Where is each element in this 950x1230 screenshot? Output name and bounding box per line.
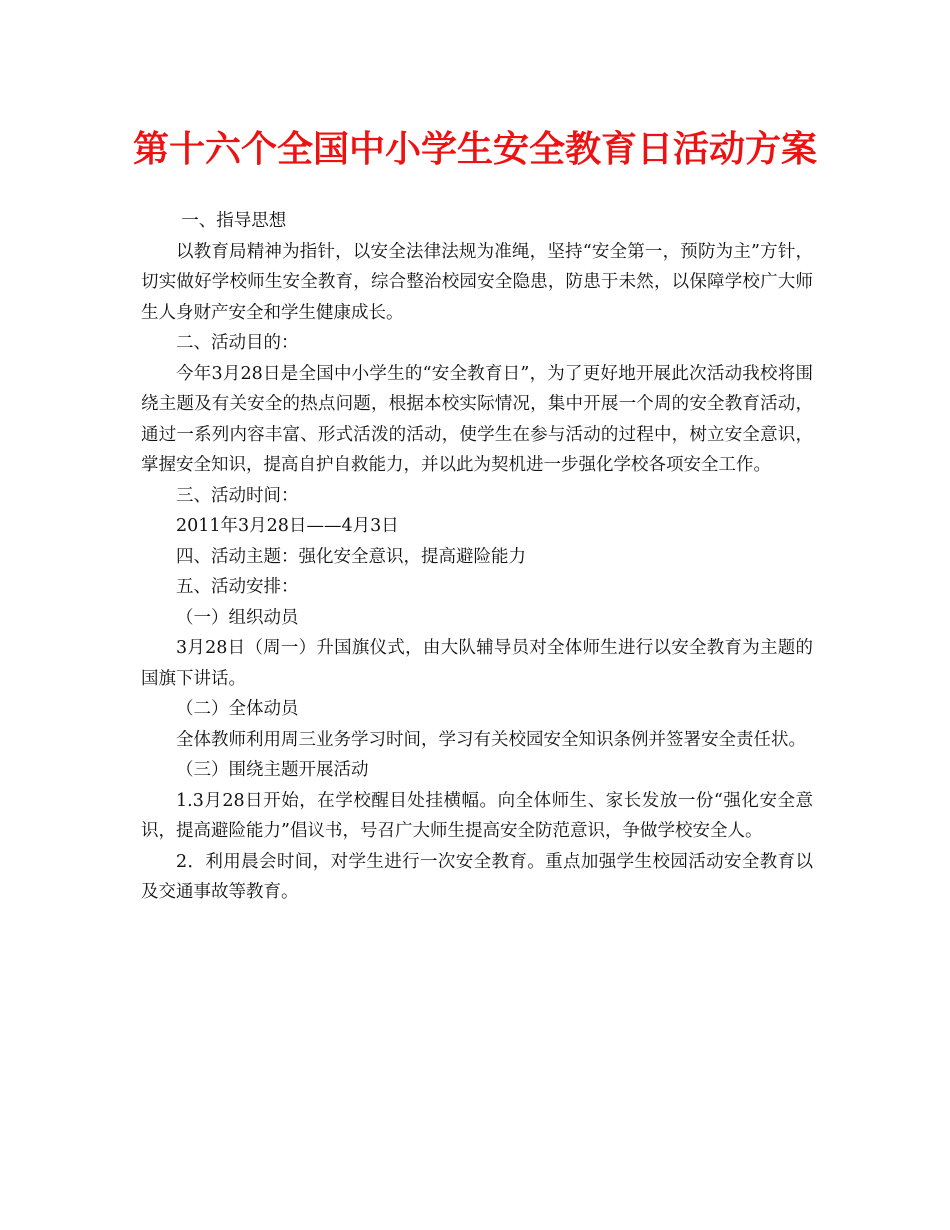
paragraph-activity-1: 1.3月28日开始，在学校醒目处挂横幅。向全体师生、家长发放一份“强化安全意识，提高避险能力”倡议书，号召广大师生提高安全防范意识，争做学校安全人。 bbox=[141, 790, 813, 841]
paragraph-flag-ceremony: 3月28日（周一）升国旗仪式，由大队辅导员对全体师生进行以安全教育为主题的国旗下讲话。 bbox=[141, 638, 813, 689]
paragraph-activity-2: 2．利用晨会时间，对学生进行一次安全教育。重点加强学生校园活动安全教育以及交通事故等教育。 bbox=[141, 851, 813, 902]
subheading-all-staff: （二）全体动员 bbox=[176, 699, 299, 719]
section-heading-theme: 四、活动主题：强化安全意识，提高避险能力 bbox=[176, 546, 526, 567]
paragraph-teacher-study: 全体教师利用周三业务学习时间，学习有关校园安全知识条例并签署安全责任状。 bbox=[176, 729, 806, 750]
document-body bbox=[141, 206, 813, 908]
section-heading-purpose: 二、活动目的： bbox=[176, 333, 299, 353]
paragraph-purpose: 今年3月28日是全国中小学生的“安全教育日”，为了更好地开展此次活动我校将围绕主题及有关安全的热点问题，根据本校实际情况，集中开展一个周的安全教育活动，通过一系列内容丰富、形式活泼的活动，使学生在参与活动的过程中，树立安全意识，掌握安全知识，提高自护自救能力，并以此为契机进一步强化学校各项安全工作。 bbox=[141, 363, 813, 475]
section-heading-arrangement: 五、活动安排： bbox=[176, 577, 299, 597]
section-heading-time: 三、活动时间： bbox=[176, 485, 299, 506]
document-title: 第十六个全国中小学生安全教育日活动方案 bbox=[132, 128, 817, 170]
paragraph-time: 2011年3月28日——4月3日 bbox=[176, 516, 399, 536]
paragraph-guiding-ideology: 以教育局精神为指针，以安全法律法规为准绳，坚持“安全第一，预防为主”方针，切实做好学校师生安全教育，综合整治校园安全隐患，防患于未然，以保障学校广大师生人身财产安全和学生健康成长。 bbox=[141, 241, 813, 323]
subheading-theme-activities: （三）围绕主题开展活动 bbox=[176, 760, 369, 780]
section-heading-guiding-ideology: 一、指导思想 bbox=[181, 211, 287, 231]
subheading-mobilization: （一）组织动员 bbox=[176, 607, 299, 628]
